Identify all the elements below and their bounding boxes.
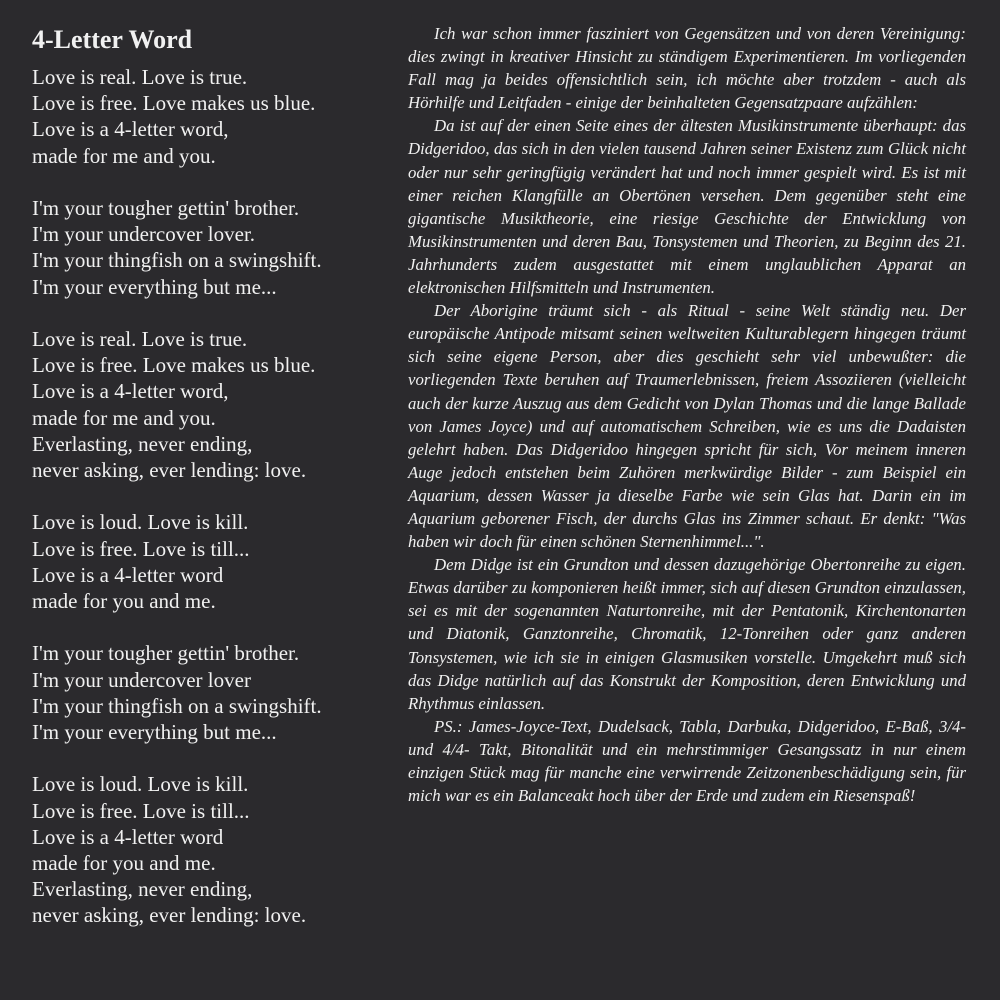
stanza-gap: [32, 483, 382, 509]
stanza: [32, 640, 382, 745]
lyric-line: never asking, ever lending: love.: [32, 903, 307, 928]
lyric-line: made for me and you.: [32, 405, 216, 430]
stanza: [32, 64, 382, 169]
lyric-line: Love is loud. Love is kill.: [32, 772, 249, 797]
lyric-line: Love is free. Love is till...: [32, 536, 250, 561]
song-title: 4-Letter Word: [32, 25, 193, 54]
essay-column: [408, 22, 966, 807]
lyric-line: I'm your undercover lover.: [32, 222, 256, 247]
stanza-gap: [32, 745, 382, 771]
lyric-line: I'm your thingfish on a swingshift.: [32, 693, 322, 718]
lyric-line: never asking, ever lending: love.: [32, 458, 307, 483]
lyric-line: made for you and me.: [32, 589, 216, 614]
lyric-line: I'm your undercover lover: [32, 667, 251, 692]
lyric-line: I'm your thingfish on a swingshift.: [32, 248, 322, 273]
essay-paragraph: Der Aborigine träumt sich - als Ritual - seine Welt ständig neu. Der europäische Antipode mitsamt seinen weltweiten Kulturablegern hingegen träumt sich seine eigene Person, aber dies geschieht sehr viel unbewußter: die vorliegenden Texte beruhen auf Traumerlebnissen, freiem Assoziieren (vielleicht auch der kurze Auszug aus dem Gedicht von Dylan Thomas und die lange Ballade von James Joyce) und auf automatischem Schreiben, wie es uns die Dadaisten gelehrt haben. Das Didgeridoo hingegen spricht für sich, Vor meinem inneren Auge jedoch entstehen beim Zuhören merkwürdige Bilder - zum Beispiel ein Aquarium, dessen Wasser ja dieselbe Farbe wie sein Glas hat. Darin ein im Aquarium geborener Fisch, der durchs Glas ins Zimmer schaut. Er denkt: "Was haben wir doch für einen schönen Sternenhimmel...".: [408, 301, 966, 552]
lyric-line: Love is a 4-letter word,: [32, 117, 229, 142]
essay-paragraph: Dem Didge ist ein Grundton und dessen dazugehörige Obertonreihe zu eigen. Etwas darüber zu komponieren heißt immer, sich auf diesen Grundton einzulassen, sei es mit der sogenannten Naturtonreihe, mit der Pentatonik, Kirchentonarten und Diatonik, Ganztonreihe, Chromatik, 12-Tonreihen oder ganz anderen Tonsystemen, wie ich sie in einigen Glasmusiken vorstelle. Umgekehrt muß sich das Didge natürlich auf das Konstrukt der Komposition, deren Entwicklung und Rhythmus einlassen.: [408, 555, 966, 713]
lyric-line: Everlasting, never ending,: [32, 877, 253, 902]
essay-paragraph: Ich war schon immer fasziniert von Gegensätzen und von deren Vereinigung: dies zwingt in kreativer Hinsicht zu ständigem Experimentieren. Im vorliegenden Fall mag ja beides offensichtlich sein, ich möchte aber trotzdem - auch als Hörhilfe und Leitfaden - einige der beinhalteten Gegensatzpaare aufzählen:: [408, 24, 966, 113]
stanza: [32, 771, 382, 928]
lyric-line: Love is a 4-letter word: [32, 824, 224, 849]
stanza: [32, 326, 382, 483]
stanza: [32, 509, 382, 614]
lyric-line: Love is loud. Love is kill.: [32, 510, 249, 535]
lyric-line: Everlasting, never ending,: [32, 431, 253, 456]
lyric-line: I'm your tougher gettin' brother.: [32, 641, 300, 666]
lyric-line: Love is free. Love makes us blue.: [32, 353, 316, 378]
stanza-gap: [32, 169, 382, 195]
lyric-line: made for you and me.: [32, 851, 216, 876]
lyric-line: Love is real. Love is true.: [32, 327, 248, 351]
stanza-gap: [32, 300, 382, 326]
lyric-line: Love is a 4-letter word: [32, 562, 224, 587]
lyrics-body: [32, 64, 382, 929]
lyric-line: I'm your tougher gettin' brother.: [32, 196, 300, 220]
lyric-line: Love is a 4-letter word,: [32, 379, 229, 404]
stanza-gap: [32, 614, 382, 640]
stanza: [32, 195, 382, 300]
lyric-line: I'm your everything but me...: [32, 720, 277, 745]
lyric-line: made for me and you.: [32, 143, 216, 168]
lyric-line: Love is free. Love is till...: [32, 798, 250, 823]
lyric-line: I'm your everything but me...: [32, 274, 277, 299]
essay-paragraph: PS.: James-Joyce-Text, Dudelsack, Tabla, Darbuka, Didgeridoo, E-Baß, 3/4- und 4/4- Takt, Bitonalität und ein mehrstimmiger Gesangssatz in nur einem einzigen Stück mag für manche eine verwirrende Zeitzonenbeschädigung sein, für mich war es ein Balanceakt hoch über der Erde und zudem ein Riesenspaß!: [408, 716, 966, 806]
lyrics-column: [32, 22, 382, 929]
lyric-line: Love is real. Love is true.: [32, 65, 248, 89]
essay-paragraph: Da ist auf der einen Seite eines der ältesten Musikinstrumente überhaupt: das Didgeridoo, das sich in den vielen tausend Jahren seiner Existenz zum Glück nicht oder nur sehr geringfügig verändert hat und noch immer gespielt wird. Es ist mit einer reichen Klangfülle an Obertönen versehen. Dem gegenüber steht eine gigantische Musiktheorie, eine riesige Geschichte der Entwicklung von Musikinstrumenten und deren Bau, Tonsystemen und Theorien, zu Beginn des 21. Jahrhunderts zudem ausgestattet mit einem unglaublichen Apparat an elektronischen Hilfsmitteln und Instrumenten.: [408, 116, 966, 298]
lyric-line: Love is free. Love makes us blue.: [32, 91, 316, 116]
